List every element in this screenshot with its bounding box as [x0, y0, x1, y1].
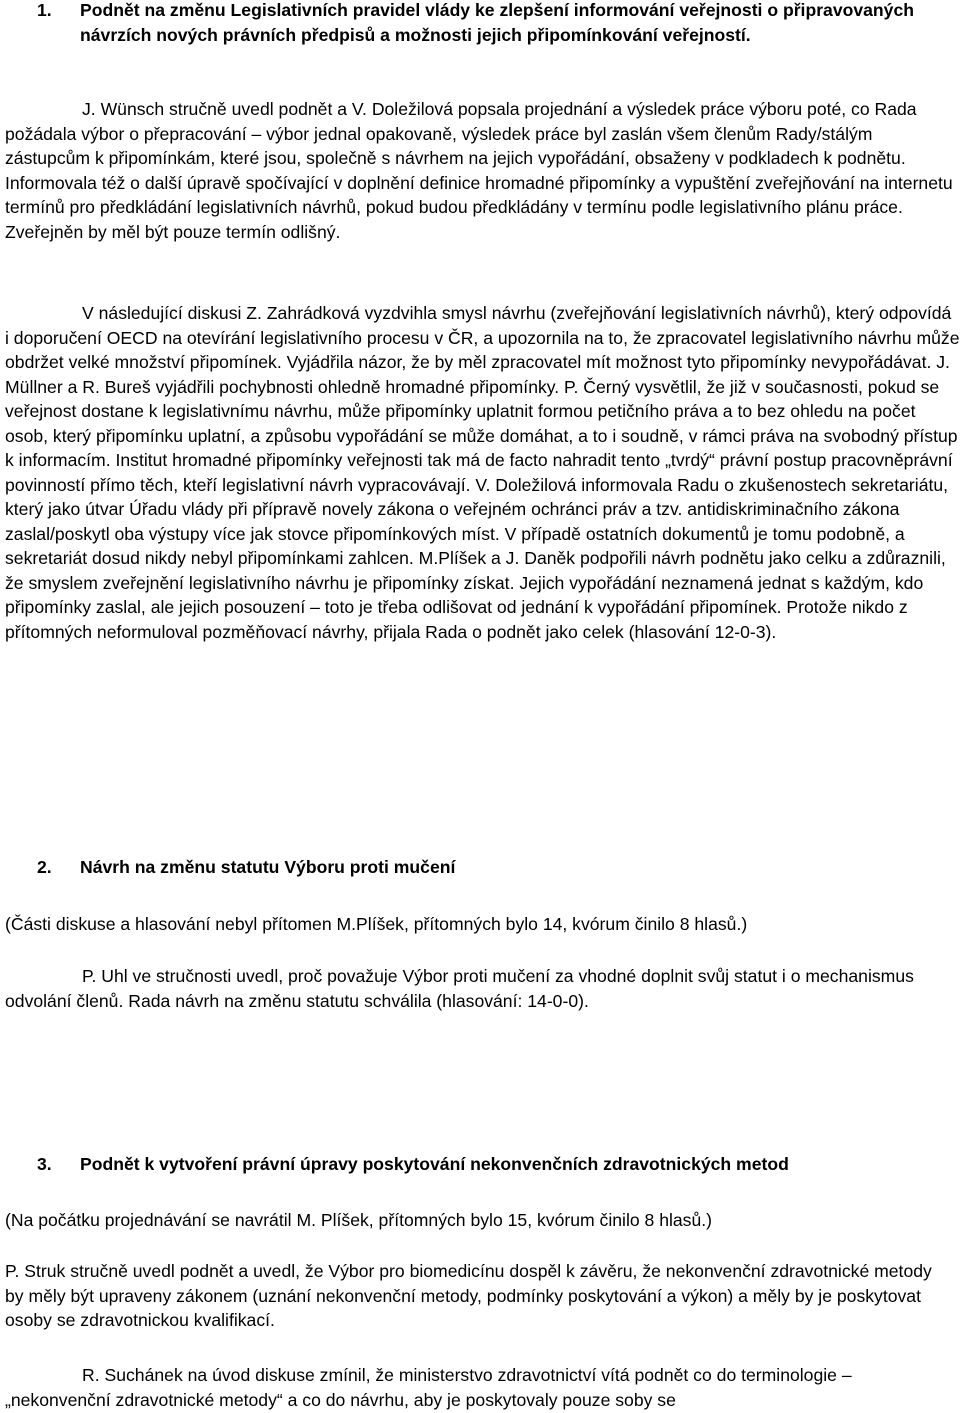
section-3-paragraph-2: R. Suchánek na úvod diskuse zmínil, že ministerstvo zdravotnictví vítá podnět co do terminologie – „nekonvenční zdravotnické metody“ a co do návrhu, aby je poskytovaly pouze soby se: [5, 1365, 852, 1410]
section-1-paragraph-2: V následující diskusi Z. Zahrádková vyzdvihla smysl návrhu (zveřejňování legislativních návrhů), který odpovídá i doporučení OECD na otevírání legislativního procesu v ČR, a upozornila na to, že zpracovatel legislativního návrhu může obdržet velké množství připomínek. Vyjádřila názor, že by měl zpracovatel mít možnost tyto připomínky nevypořádávat. J. Müllner a R. Bureš vyjádřili pochybnosti ohledně hromadné připomínky. P. Černý vysvětlil, že již v současnosti, pokud se veřejnost dostane k legislativnímu návrhu, může připomínky uplatnit formou petičního práva a to bez ohledu na počet osob, který připomínku uplatní, a způsobu vypořádání se může domáhat, a to i soudně, v rámci práva na svobodný přístup k informacím. Institut hromadné připomínky veřejnosti tak má de facto nahradit tento „tvrdý“ právní postup pracovněprávní povinností přímo těch, kteří legislativní návrh vypracovávají. V. Doležilová informovala Radu o zkušenostech sekretariátu, který jako útvar Úřadu vlády při přípravě novely zákona o veřejném ochránci práv a tzv. antidiskriminačního zákona zaslal/poskytl oba výstupy více jak stovce připomínkových míst. V případě ostatních dokumentů je tomu podobně, a sekretariát dosud nikdy nebyl připomínkami zahlcen. M.Plíšek a J. Daněk podpořili návrh podnětu jako celku a zdůraznili, že smyslem zveřejnění legislativního návrhu je připomínky získat. Jejich vypořádání neznamená jednat s každým, kdo připomínky zaslal, ale jejich posouzení – toto je třeba odlišovat od jednání k vypořádání připomínek. Protože nikdo z přítomných neformuloval pozměňovací návrhy, přijala Rada o podnět jako celek (hlasování 12-0-3).: [5, 303, 960, 642]
section-2-heading: [37, 855, 957, 880]
section-number: 3.: [37, 1154, 52, 1174]
section-title: Podnět k vytvoření právní úpravy poskytování nekonvenčních zdravotnických metod: [80, 1154, 789, 1174]
section-3-note: (Na počátku projednávání se navrátil M. Plíšek, přítomných bylo 15, kvórum činilo 8 hlasů.): [5, 1210, 713, 1230]
section-2-paragraph-1: P. Uhl ve stručnosti uvedl, proč považuje Výbor proti mučení za vhodné doplnit svůj statut i o mechanismus odvolání členů. Rada návrh na změnu statutu schválila (hlasování: 14-0-0).: [5, 966, 914, 1011]
section-title: Podnět na změnu Legislativních pravidel vlády ke zlepšení informování veřejnosti o připravovaných návrzích nových právních předpisů a možnosti jejich připomínkování veřejností.: [80, 0, 914, 45]
section-number: 2.: [37, 857, 52, 877]
section-3-heading: [37, 1152, 957, 1177]
section-2-note: (Části diskuse a hlasování nebyl přítomen M.Plíšek, přítomných bylo 14, kvórum činilo 8 hlasů.): [5, 914, 748, 934]
section-3-paragraph-1: P. Struk stručně uvedl podnět a uvedl, že Výbor pro biomedicínu dospěl k závěru, že nekonvenční zdravotnické metody by měly být upraveny zákonem (uznání nekonvenční metody, podmínky poskytování a výkon) a měly by je poskytovat osoby se zdravotnickou kvalifikací.: [5, 1261, 932, 1330]
section-1-heading: [37, 0, 957, 72]
section-1-paragraph-1: J. Wünsch stručně uvedl podnět a V. Doležilová popsala projednání a výsledek práce výboru poté, co Rada požádala výbor o přepracování – výbor jednal opakovaně, výsledek práce byl zaslán všem členům Rady/stálým zástupcům k připomínkám, které jsou, společně s návrhem na jejich vypořádání, obsaženy v podkladech k podnětu. Informovala též o další úpravě spočívající v doplnění definice hromadné připomínky a vypuštění zveřejňování na internetu termínů pro předkládání legislativních návrhů, pokud budou předkládány v termínu podle legislativního plánu práce. Zveřejněn by měl být pouze termín odlišný.: [5, 99, 953, 242]
section-title: Návrh na změnu statutu Výboru proti mučení: [80, 857, 456, 877]
section-number: 1.: [37, 0, 52, 20]
